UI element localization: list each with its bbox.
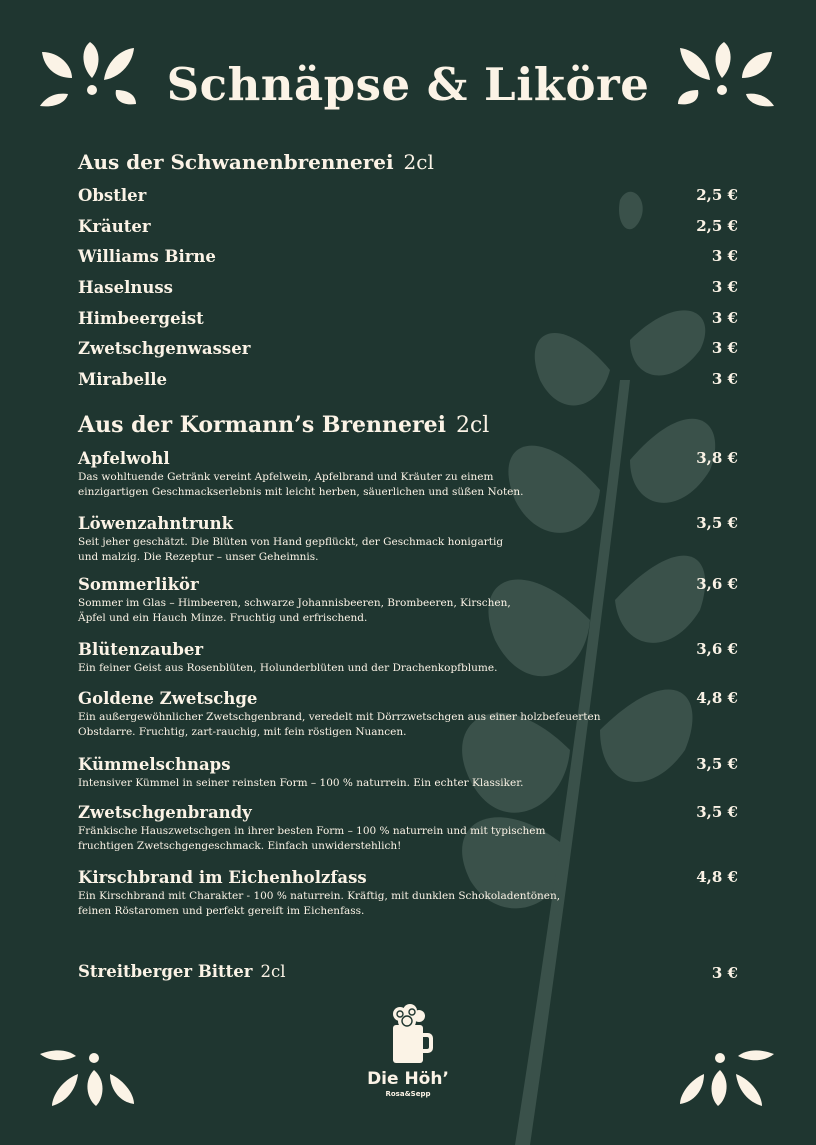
item-name: Apfelwohl: [78, 449, 170, 468]
item-description-line: Sommer im Glas – Himbeeren, schwarze Johannisbeeren, Brombeeren, Kirschen,: [78, 597, 511, 609]
menu-item: [78, 278, 738, 297]
item-name: Williams Birne: [78, 247, 216, 266]
item-name: Streitberger Bitter: [78, 962, 253, 981]
item-price: 3 €: [711, 278, 738, 296]
leaf-ornament-icon: [38, 1040, 138, 1110]
item-name: Zwetschgenbrandy: [78, 803, 252, 822]
item-description: [78, 824, 638, 854]
item-name: Löwenzahntrunk: [78, 514, 234, 533]
item-description: [78, 661, 638, 676]
section-heading: [78, 150, 434, 174]
section-size: 2cl: [403, 150, 434, 174]
section-size: 2cl: [455, 413, 490, 438]
item-description-line: Das wohltuende Getränk vereint Apfelwein, Apfelbrand und Kräuter zu einem: [78, 471, 494, 483]
item-name: Kräuter: [78, 217, 151, 236]
item-description: [78, 535, 638, 565]
logo: [358, 1003, 458, 1098]
menu-item: [78, 514, 738, 565]
item-description-line: Ein feiner Geist aus Rosenblüten, Holunderblüten und der Drachenkopfblume.: [78, 662, 498, 674]
section-heading-label: Aus der Schwanenbrennerei: [78, 150, 394, 174]
item-description: [78, 470, 638, 500]
leaf-ornament-icon: [676, 1040, 776, 1110]
item-name: Sommerlikör: [78, 575, 199, 594]
item-price: 3,6 €: [696, 640, 738, 658]
menu-item: [78, 755, 738, 791]
item-price: 3 €: [711, 339, 738, 357]
item-name: Kirschbrand im Eichenholzfass: [78, 868, 367, 887]
page-title: Schnäpse & Liköre: [166, 58, 650, 111]
menu-item: [78, 689, 738, 740]
item-name: Mirabelle: [78, 370, 167, 389]
beer-mug-icon: [383, 1003, 433, 1065]
item-description-line: Äpfel und ein Hauch Minze. Fruchtig und erfrischend.: [78, 612, 368, 624]
item-description: [78, 889, 638, 919]
item-price: 3,8 €: [696, 449, 738, 467]
item-description-line: und malzig. Die Rezeptur – unser Geheimnis.: [78, 551, 319, 563]
item-price: 3 €: [711, 370, 738, 388]
menu-item: [78, 449, 738, 500]
logo-subtitle: Rosa&Sepp: [385, 1090, 431, 1098]
item-description-line: Fränkische Hauszwetschgen in ihrer besten Form – 100 % naturrein und mit typischem: [78, 825, 546, 837]
item-name: Obstler: [78, 186, 147, 205]
menu-item: [78, 962, 738, 981]
item-name: Goldene Zwetschge: [78, 689, 258, 708]
item-description-line: feinen Röstaromen und perfekt gereift im Eichenfass.: [78, 905, 365, 917]
logo-name: Die Höh’: [367, 1069, 449, 1089]
item-price: 3,5 €: [696, 755, 738, 773]
item-description-line: fruchtigen Zwetschgengeschmack. Einfach unwiderstehlich!: [78, 840, 402, 852]
item-description-line: Ein Kirschbrand mit Charakter - 100 % naturrein. Kräftig, mit dunklen Schokoladentönen,: [78, 890, 561, 902]
menu-item: [78, 575, 738, 626]
menu-item: [78, 868, 738, 919]
item-price: 4,8 €: [696, 689, 738, 707]
item-name: Haselnuss: [78, 278, 173, 297]
item-price: 3,6 €: [696, 575, 738, 593]
menu-item: [78, 247, 738, 266]
item-price: 4,8 €: [696, 868, 738, 886]
item-price: 3 €: [711, 309, 738, 327]
menu-item: [78, 309, 738, 328]
item-name: Kümmelschnaps: [78, 755, 231, 774]
item-description-line: Intensiver Kümmel in seiner reinsten Form – 100 % naturrein. Ein echter Klassiker.: [78, 777, 524, 789]
item-description-line: Ein außergewöhnlicher Zwetschgenbrand, veredelt mit Dörrzwetschgen aus einer holzbefeuerten: [78, 711, 601, 723]
item-price: 3,5 €: [696, 514, 738, 532]
item-name: Zwetschgenwasser: [78, 339, 251, 358]
item-description: [78, 596, 638, 626]
item-price: 2,5 €: [696, 186, 738, 204]
item-name: Himbeergeist: [78, 309, 204, 328]
item-price: 2,5 €: [696, 217, 738, 235]
item-description-line: einzigartigen Geschmackserlebnis mit leicht herben, säuerlichen und süßen Noten.: [78, 486, 524, 498]
item-price: 3 €: [711, 964, 738, 982]
menu-item: [78, 217, 738, 236]
item-price: 3,5 €: [696, 803, 738, 821]
section-heading-label: Aus der Kormann’s Brennerei: [78, 412, 446, 438]
item-name: Blütenzauber: [78, 640, 204, 659]
menu-item: [78, 339, 738, 358]
menu-item: [78, 640, 738, 676]
section-heading: [78, 412, 489, 438]
item-price: 3 €: [711, 247, 738, 265]
item-size: 2cl: [260, 962, 286, 981]
menu-item: [78, 370, 738, 389]
menu-item: [78, 186, 738, 205]
item-description: [78, 776, 638, 791]
item-description-line: Seit jeher geschätzt. Die Blüten von Hand gepflückt, der Geschmack honigartig: [78, 536, 504, 548]
item-description-line: Obstdarre. Fruchtig, zart-rauchig, mit fein röstigen Nuancen.: [78, 726, 407, 738]
menu-item: [78, 803, 738, 854]
item-description: [78, 710, 638, 740]
